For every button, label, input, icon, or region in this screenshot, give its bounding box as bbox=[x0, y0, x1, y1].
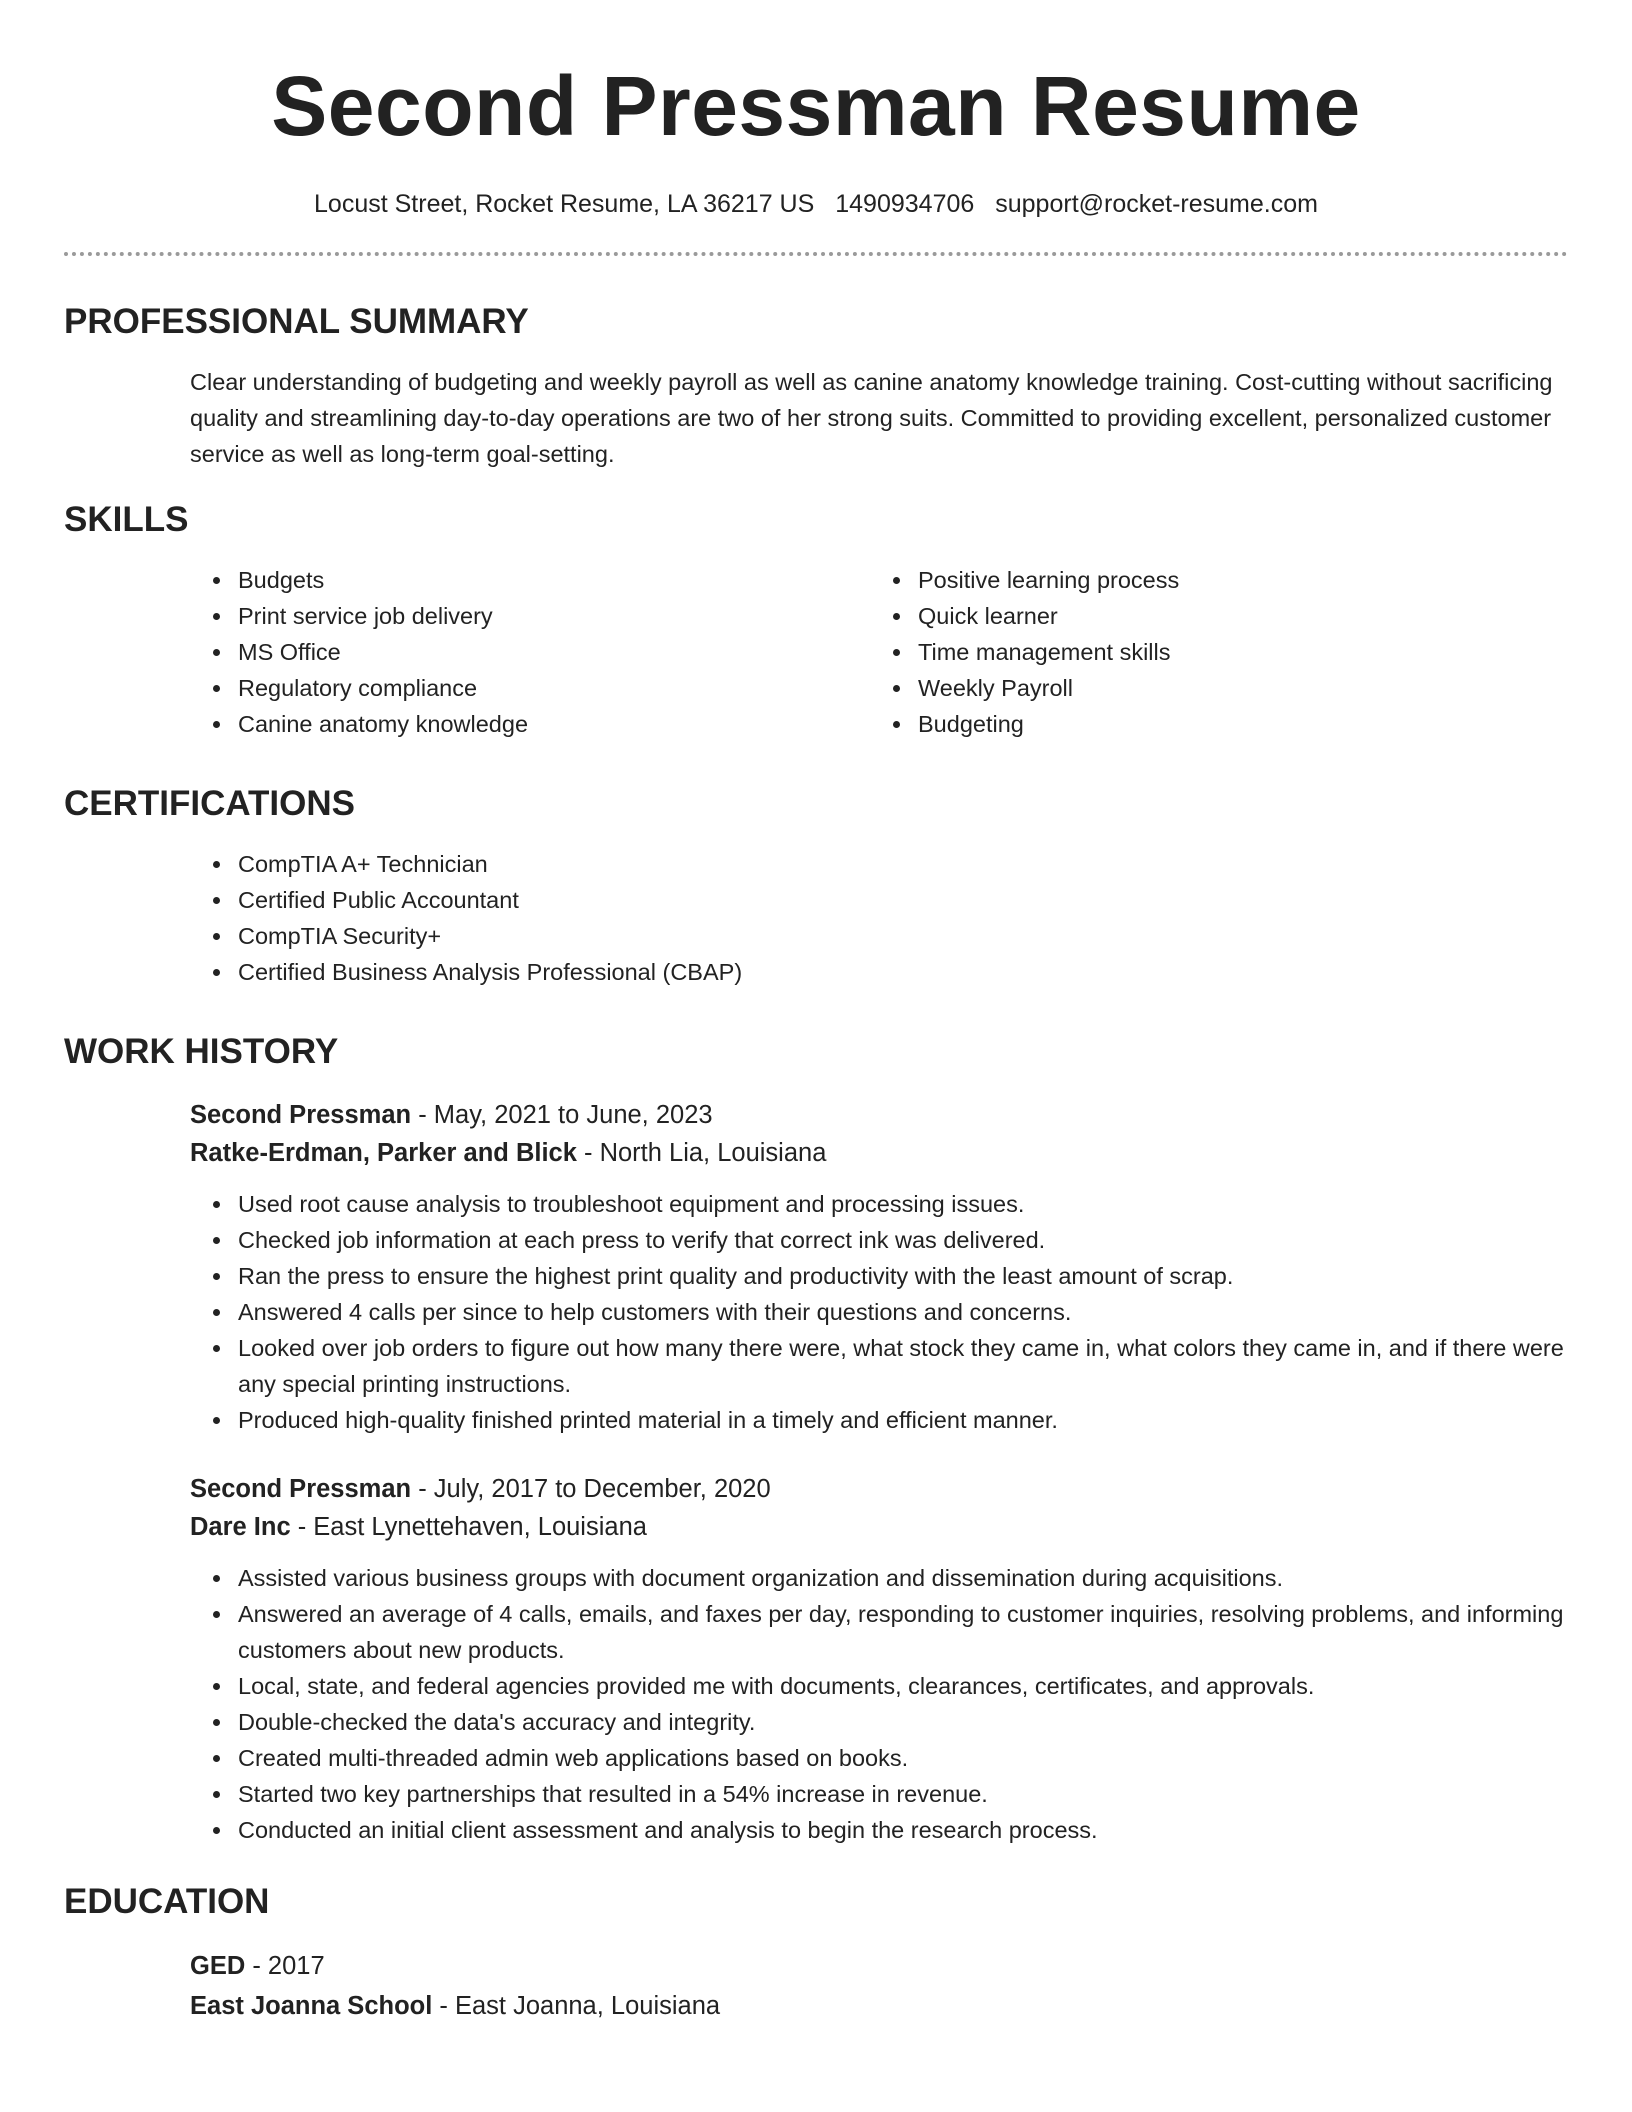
job-duty: • Answered an average of 4 calls, emails, and faxes per day, responding to customer inquiries, resolving problems, and informing customers about new products. bbox=[234, 1596, 1564, 1668]
job-dates: - July, 2017 to December, 2020 bbox=[411, 1475, 771, 1503]
skill-item: • MS Office bbox=[234, 634, 744, 670]
job-company: Ratke-Erdman, Parker and Blick bbox=[190, 1139, 577, 1167]
contact-line bbox=[64, 186, 1568, 222]
job-duty: • Looked over job orders to figure out how many there were, what stock they came in, what colors they came in, and if there were any special printing instructions. bbox=[234, 1330, 1564, 1402]
resume-page bbox=[64, 0, 1568, 2026]
certification-item: • CompTIA A+ Technician bbox=[234, 846, 1568, 882]
job-duty: • Created multi-threaded admin web applications based on books. bbox=[234, 1740, 1564, 1776]
job-company: Dare Inc bbox=[190, 1513, 291, 1541]
skill-item: • Canine anatomy knowledge bbox=[234, 706, 744, 742]
skills-list-left bbox=[64, 562, 744, 742]
education-degree: GED bbox=[190, 1952, 246, 1980]
skill-item: • Time management skills bbox=[914, 634, 1179, 670]
skill-item: • Print service job delivery bbox=[234, 598, 744, 634]
contact-phone: 1490934706 bbox=[835, 190, 975, 218]
education-section bbox=[64, 1880, 1568, 2026]
education-heading: EDUCATION bbox=[64, 1882, 270, 1921]
job-duty: • Answered 4 calls per since to help customers with their questions and concerns. bbox=[234, 1294, 1564, 1330]
job-role: Second Pressman bbox=[190, 1101, 412, 1129]
skill-item: • Budgets bbox=[234, 562, 744, 598]
summary-heading: PROFESSIONAL SUMMARY bbox=[64, 302, 529, 341]
education-location: - East Joanna, Louisiana bbox=[432, 1992, 721, 2020]
job-duty: • Local, state, and federal agencies provided me with documents, clearances, certificates, and approvals. bbox=[234, 1668, 1564, 1704]
work-history-heading: WORK HISTORY bbox=[64, 1032, 339, 1071]
job-duty: • Checked job information at each press to verify that correct ink was delivered. bbox=[234, 1222, 1564, 1258]
certifications-section bbox=[64, 782, 1568, 990]
job-role: Second Pressman bbox=[190, 1475, 412, 1503]
skill-item: • Weekly Payroll bbox=[914, 670, 1179, 706]
job-duty: • Ran the press to ensure the highest print quality and productivity with the least amount of scrap. bbox=[234, 1258, 1564, 1294]
work-history-section bbox=[64, 1030, 1568, 1848]
education-year: - 2017 bbox=[245, 1952, 325, 1980]
skill-item: • Budgeting bbox=[914, 706, 1179, 742]
job-location: - East Lynettehaven, Louisiana bbox=[290, 1513, 647, 1541]
skills-list-right bbox=[744, 562, 1179, 742]
contact-address: Locust Street, Rocket Resume, LA 36217 US bbox=[314, 190, 815, 218]
job-duty: • Used root cause analysis to troubleshoot equipment and processing issues. bbox=[234, 1186, 1564, 1222]
certifications-heading: CERTIFICATIONS bbox=[64, 784, 356, 823]
education-school: East Joanna School bbox=[190, 1992, 433, 2020]
job-entry bbox=[190, 1096, 1568, 1438]
job-duty: • Produced high-quality finished printed material in a timely and efficient manner. bbox=[234, 1402, 1564, 1438]
skills-heading: SKILLS bbox=[64, 500, 189, 539]
job-entry bbox=[190, 1470, 1568, 1848]
job-company-line bbox=[190, 1508, 1568, 1546]
job-duty: • Assisted various business groups with document organization and dissemination during acquisitions. bbox=[234, 1560, 1564, 1596]
job-duty: • Conducted an initial client assessment and analysis to begin the research process. bbox=[234, 1812, 1564, 1848]
skills-columns bbox=[64, 562, 1568, 742]
job-dates: - May, 2021 to June, 2023 bbox=[411, 1101, 713, 1129]
skill-item: • Positive learning process bbox=[914, 562, 1179, 598]
job-company-line bbox=[190, 1134, 1568, 1172]
summary-text: Clear understanding of budgeting and weekly payroll as well as canine anatomy knowledge training. Cost-cutting without sacrificing quality and streamlining day-to-day operations are two of her strong suits. Committed to providing excellent, personalized customer service as well as long-term goal-setting. bbox=[190, 369, 1553, 467]
job-role-line bbox=[190, 1096, 1568, 1134]
resume-title: Second Pressman Resume bbox=[271, 59, 1361, 153]
education-entry bbox=[190, 1946, 1568, 2026]
summary-section bbox=[64, 300, 1568, 472]
job-duty: • Double-checked the data's accuracy and integrity. bbox=[234, 1704, 1564, 1740]
certification-item: • CompTIA Security+ bbox=[234, 918, 1568, 954]
header-divider bbox=[64, 252, 1568, 256]
education-school-line bbox=[190, 1986, 1568, 2026]
contact-email: support@rocket-resume.com bbox=[995, 190, 1318, 218]
certification-item: • Certified Business Analysis Professional (CBAP) bbox=[234, 954, 1568, 990]
skill-item: • Quick learner bbox=[914, 598, 1179, 634]
education-degree-line bbox=[190, 1946, 1568, 1986]
job-duties-list bbox=[190, 1560, 1564, 1848]
job-role-line bbox=[190, 1470, 1568, 1508]
skill-item: • Regulatory compliance bbox=[234, 670, 744, 706]
certifications-list bbox=[64, 846, 1568, 990]
certification-item: • Certified Public Accountant bbox=[234, 882, 1568, 918]
job-location: - North Lia, Louisiana bbox=[576, 1139, 827, 1167]
skills-section bbox=[64, 498, 1568, 742]
job-duty: • Started two key partnerships that resulted in a 54% increase in revenue. bbox=[234, 1776, 1564, 1812]
job-duties-list bbox=[190, 1186, 1564, 1438]
